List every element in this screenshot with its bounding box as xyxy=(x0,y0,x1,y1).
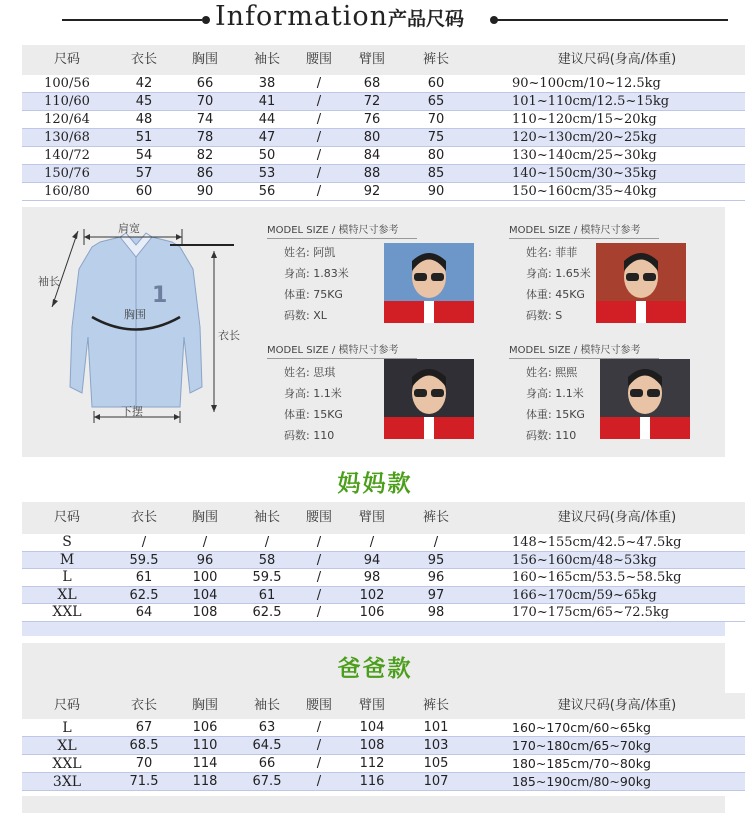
table-cell: / xyxy=(316,535,322,550)
table-cell: 85 xyxy=(427,166,445,181)
table-cell: 107 xyxy=(423,774,449,789)
table-cell: 71.5 xyxy=(129,774,159,789)
mom-size-table xyxy=(22,502,745,620)
table-cell: 98 xyxy=(427,605,445,620)
size-cell: 3XL xyxy=(52,774,82,790)
table-cell: / xyxy=(369,535,375,550)
table-cell: 100 xyxy=(192,570,218,585)
table-cell: / xyxy=(316,774,322,789)
table-cell: 166~170cm/59~65kg xyxy=(512,587,657,603)
column-header: 建议尺码(身高/体重) xyxy=(557,698,677,713)
table-cell: 53 xyxy=(258,166,276,181)
label-length: 衣长 xyxy=(218,329,240,342)
table-cell: / xyxy=(316,94,322,109)
model-heading: MODEL SIZE / 模特尺寸参考 xyxy=(509,221,659,239)
column-header: 胸围 xyxy=(191,52,218,67)
table-cell: / xyxy=(316,756,322,771)
table-cell: 44 xyxy=(258,112,276,127)
table-row xyxy=(22,93,745,111)
column-header: 尺码 xyxy=(53,52,80,67)
table-cell: 130~140cm/25~30kg xyxy=(512,148,657,163)
column-header: 臂围 xyxy=(358,510,385,525)
table-cell: 185~190cm/80~90kg xyxy=(512,774,651,789)
model-weight: 体重: 45KG xyxy=(526,288,585,301)
mom-table-footer-band xyxy=(22,622,725,636)
table-cell: / xyxy=(316,112,322,127)
model-panel xyxy=(22,207,725,457)
table-row xyxy=(22,75,745,93)
column-header: 建议尺码(身高/体重) xyxy=(557,510,677,525)
column-header: 臂围 xyxy=(358,698,385,713)
table-cell: 63 xyxy=(258,720,276,735)
table-cell: 82 xyxy=(196,148,214,163)
table-cell: 96 xyxy=(196,552,214,568)
header-rule-right xyxy=(496,19,728,21)
table-cell: 48 xyxy=(135,112,153,127)
label-hem: 下摆 xyxy=(121,405,143,418)
model-size: 码数: 110 xyxy=(526,429,577,442)
table-cell: 47 xyxy=(258,130,276,145)
model-height: 身高: 1.1米 xyxy=(526,387,584,400)
table-cell: 62.5 xyxy=(252,605,282,620)
table-row xyxy=(22,183,745,201)
table-cell: 66 xyxy=(196,76,214,91)
table-cell: 160~165cm/53.5~58.5kg xyxy=(512,570,682,585)
table-cell: 75 xyxy=(427,130,445,145)
column-header: 裤长 xyxy=(422,52,449,67)
table-cell: / xyxy=(264,535,270,550)
column-header: 裤长 xyxy=(422,698,449,713)
column-header: 衣长 xyxy=(130,698,157,713)
table-row xyxy=(22,755,745,773)
table-cell: 62.5 xyxy=(129,587,159,603)
table-cell: / xyxy=(316,552,322,568)
table-cell: / xyxy=(316,738,322,753)
model-weight: 体重: 15KG xyxy=(284,408,343,421)
table-cell: 60 xyxy=(135,184,153,199)
table-cell: / xyxy=(141,535,147,550)
table-cell: 68.5 xyxy=(129,738,159,753)
table-cell: 160~170cm/60~65kg xyxy=(512,720,651,735)
model-name: 姓名: 熙熙 xyxy=(526,366,578,379)
label-chest: 胸围 xyxy=(124,308,146,321)
table-cell: / xyxy=(316,166,322,181)
model-photo xyxy=(600,359,690,439)
table-cell: 57 xyxy=(135,166,153,181)
table-cell: / xyxy=(316,184,322,199)
size-cell: 120/64 xyxy=(44,112,90,127)
table-cell: 38 xyxy=(258,76,276,91)
table-cell: 104 xyxy=(359,720,385,735)
table-cell: / xyxy=(316,130,322,145)
table-cell: 51 xyxy=(135,130,153,145)
column-header: 建议尺码(身高/体重) xyxy=(557,52,677,67)
model-height: 身高: 1.65米 xyxy=(526,267,591,280)
table-cell: 90 xyxy=(196,184,214,199)
dad-size-table xyxy=(22,693,745,793)
header-dot-left xyxy=(202,16,210,24)
label-sleeve: 袖长 xyxy=(38,275,60,288)
table-row xyxy=(22,737,745,755)
table-row xyxy=(22,534,745,552)
table-cell: 90~100cm/10~12.5kg xyxy=(512,76,661,91)
table-cell: 148~155cm/42.5~47.5kg xyxy=(512,535,682,550)
model-height: 身高: 1.83米 xyxy=(284,267,349,280)
size-cell: L xyxy=(62,720,72,736)
column-header: 衣长 xyxy=(130,510,157,525)
table-cell: / xyxy=(316,148,322,163)
size-cell: XXL xyxy=(52,756,82,772)
model-size: 码数: XL xyxy=(284,309,327,322)
table-cell: 112 xyxy=(359,756,385,771)
column-header: 尺码 xyxy=(53,698,80,713)
sleeve-arrow xyxy=(52,231,78,307)
table-cell: / xyxy=(316,76,322,91)
column-header: 胸围 xyxy=(191,698,218,713)
table-row xyxy=(22,147,745,165)
table-row xyxy=(22,773,745,791)
table-cell: 120~130cm/20~25kg xyxy=(512,130,657,145)
table-cell: 101 xyxy=(423,720,449,735)
table-cell: 41 xyxy=(258,94,276,109)
table-cell: 103 xyxy=(423,738,449,753)
title-english: Information xyxy=(215,1,389,32)
page-title xyxy=(215,1,464,32)
header-rule-left xyxy=(62,19,202,21)
model-heading: MODEL SIZE / 模特尺寸参考 xyxy=(267,221,417,239)
model-photo xyxy=(596,243,686,323)
table-cell: / xyxy=(316,605,322,620)
table-cell: 156~160cm/48~53kg xyxy=(512,552,657,568)
table-cell: 80 xyxy=(427,148,445,163)
table-cell: 97 xyxy=(427,587,445,603)
size-cell: XL xyxy=(57,586,77,603)
table-cell: 64.5 xyxy=(252,738,282,753)
table-cell: 116 xyxy=(359,774,385,789)
size-cell: 130/68 xyxy=(44,130,90,145)
table-cell: 105 xyxy=(423,756,449,771)
table-cell: 140~150cm/30~35kg xyxy=(512,166,657,181)
table-row xyxy=(22,569,745,587)
column-header: 衣长 xyxy=(130,52,157,67)
table-cell: 72 xyxy=(363,94,381,109)
table-cell: 102 xyxy=(359,587,385,603)
table-cell: 108 xyxy=(192,605,218,620)
table-cell: 45 xyxy=(135,94,153,109)
table-cell: 110~120cm/15~20kg xyxy=(512,112,657,127)
size-cell: M xyxy=(59,551,75,568)
table-cell: / xyxy=(316,587,322,603)
kids-size-table xyxy=(22,45,745,205)
table-cell: 42 xyxy=(135,76,153,91)
column-header: 臂围 xyxy=(358,52,385,67)
table-cell: 106 xyxy=(359,605,385,620)
column-header: 腰围 xyxy=(305,510,332,525)
table-cell: 70 xyxy=(427,112,445,127)
table-cell: 108 xyxy=(359,738,385,753)
model-size: 码数: S xyxy=(526,309,563,322)
table-cell: / xyxy=(433,535,439,550)
model-weight: 体重: 75KG xyxy=(284,288,343,301)
table-cell: 68 xyxy=(363,76,381,91)
table-cell: 50 xyxy=(258,148,276,163)
model-size: 码数: 110 xyxy=(284,429,335,442)
table-cell: 96 xyxy=(427,570,445,585)
table-row xyxy=(22,111,745,129)
model-heading: MODEL SIZE / 模特尺寸参考 xyxy=(267,341,417,359)
table-cell: 98 xyxy=(363,570,381,585)
size-cell: XL xyxy=(57,738,77,754)
table-cell: 84 xyxy=(363,148,381,163)
table-cell: 64 xyxy=(135,605,153,620)
table-cell: 104 xyxy=(192,587,218,603)
table-cell: 80 xyxy=(363,130,381,145)
column-header: 尺码 xyxy=(53,510,80,525)
model-name: 姓名: 思琪 xyxy=(284,366,336,379)
column-header: 胸围 xyxy=(191,510,218,525)
dad-section-title: 爸爸款 xyxy=(337,656,413,682)
table-cell: 65 xyxy=(427,94,445,109)
model-heading: MODEL SIZE / 模特尺寸参考 xyxy=(509,341,659,359)
model-height: 身高: 1.1米 xyxy=(284,387,342,400)
table-cell: 74 xyxy=(196,112,214,127)
table-cell: 101~110cm/12.5~15kg xyxy=(512,94,670,109)
model-name: 姓名: 菲菲 xyxy=(526,246,578,259)
column-header: 袖长 xyxy=(253,52,280,67)
table-cell: 180~185cm/70~80kg xyxy=(512,756,651,771)
table-cell: 114 xyxy=(192,756,218,771)
table-cell: 59.5 xyxy=(129,552,159,568)
table-cell: 88 xyxy=(363,166,381,181)
table-cell: 59.5 xyxy=(252,570,282,585)
column-header: 袖长 xyxy=(253,510,280,525)
column-header: 袖长 xyxy=(253,698,280,713)
table-cell: / xyxy=(316,720,322,735)
table-row xyxy=(22,165,745,183)
table-cell: 118 xyxy=(192,774,218,789)
model-photo xyxy=(384,359,474,439)
table-cell: 54 xyxy=(135,148,153,163)
table-cell: 92 xyxy=(363,184,381,199)
size-cell: S xyxy=(62,534,72,550)
table-row xyxy=(22,719,745,737)
table-cell: 70 xyxy=(135,756,153,771)
table-row xyxy=(22,129,745,147)
column-header: 腰围 xyxy=(305,52,332,67)
table-cell: 106 xyxy=(192,720,218,735)
table-cell: 95 xyxy=(427,552,445,568)
label-shoulder: 肩宽 xyxy=(118,222,140,235)
size-cell: 100/56 xyxy=(44,76,90,91)
model-weight: 体重: 15KG xyxy=(526,408,585,421)
table-cell: 78 xyxy=(196,130,214,145)
size-cell: L xyxy=(62,569,72,585)
table-cell: 61 xyxy=(135,570,153,585)
table-cell: 110 xyxy=(192,738,218,753)
table-cell: 70 xyxy=(196,94,214,109)
size-cell: 110/60 xyxy=(44,94,90,109)
model-name: 姓名: 阿凯 xyxy=(284,246,336,259)
table-cell: 60 xyxy=(427,76,445,91)
mom-section-title: 妈妈款 xyxy=(337,471,413,497)
column-header: 腰围 xyxy=(305,698,332,713)
table-cell: 94 xyxy=(363,552,381,568)
table-row xyxy=(22,552,745,570)
table-cell: / xyxy=(316,570,322,585)
table-cell: 67.5 xyxy=(252,774,282,789)
table-cell: 86 xyxy=(196,166,214,181)
size-cell: 140/72 xyxy=(44,148,90,163)
table-cell: / xyxy=(202,535,208,550)
table-cell: 150~160cm/35~40kg xyxy=(512,184,657,199)
table-row xyxy=(22,587,745,605)
table-row xyxy=(22,604,745,622)
size-cell: 160/80 xyxy=(44,184,90,199)
table-cell: 66 xyxy=(258,756,276,771)
table-cell: 58 xyxy=(258,552,276,568)
size-cell: XXL xyxy=(52,604,82,620)
column-header: 裤长 xyxy=(422,510,449,525)
table-cell: 170~175cm/65~72.5kg xyxy=(512,605,670,620)
table-cell: 67 xyxy=(135,720,153,735)
table-cell: 61 xyxy=(258,587,276,603)
table-cell: 170~180cm/65~70kg xyxy=(512,738,651,753)
title-chinese: 产品尺码 xyxy=(388,8,465,30)
table-cell: 76 xyxy=(363,112,381,127)
table-cell: 56 xyxy=(258,184,276,199)
size-cell: 150/76 xyxy=(44,166,90,181)
model-photo xyxy=(384,243,474,323)
page-header xyxy=(0,0,750,38)
shirt-number-badge: 1 xyxy=(152,283,168,308)
table-cell: 90 xyxy=(427,184,445,199)
page-footer-band xyxy=(22,796,725,813)
